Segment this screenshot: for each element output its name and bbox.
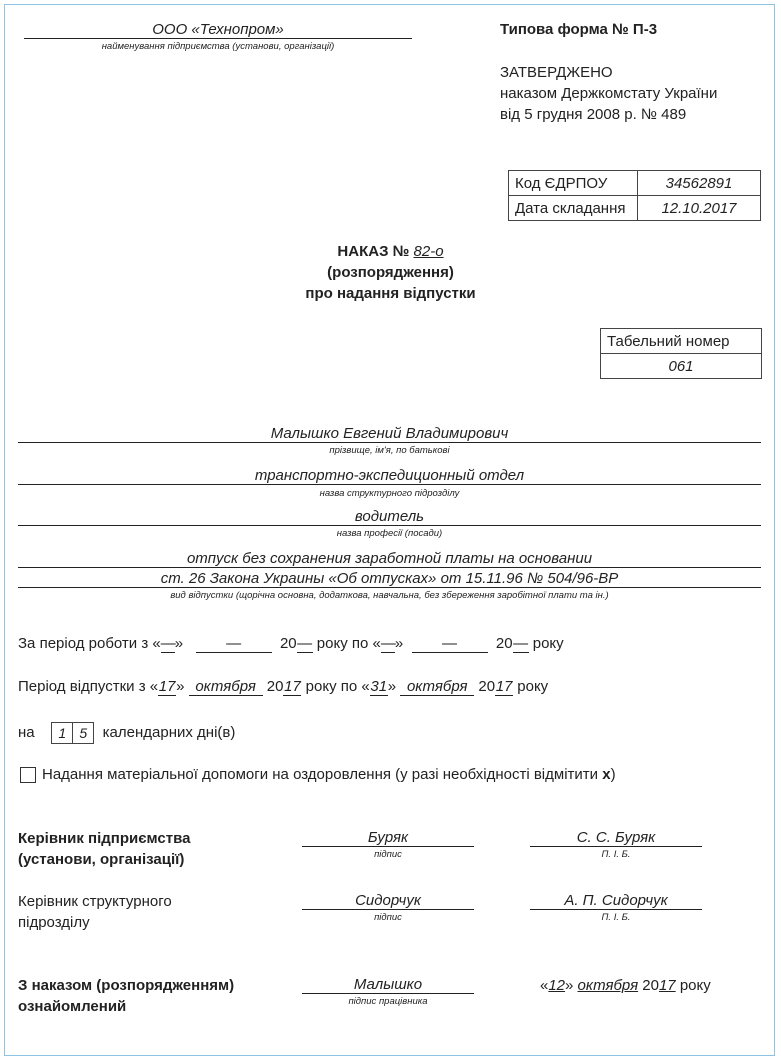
work-year-from: — xyxy=(297,635,313,652)
form-title: Типова форма № П-3 xyxy=(500,21,658,38)
ack-sign-caption: підпис працівника xyxy=(348,996,428,1007)
leave-type-line1: отпуск без сохранения заработной платы на основании xyxy=(18,550,761,568)
work-period-close-2: » xyxy=(394,635,404,652)
employee-name: Малышко Евгений Владимирович xyxy=(18,425,761,443)
work-year-to: — xyxy=(513,635,529,652)
date-label: Дата складання xyxy=(509,196,638,221)
work-year-prefix-from: 20 xyxy=(279,635,297,652)
department: транспортно-экспедиционный отдел xyxy=(18,467,761,485)
dept-name: А. П. Сидорчук xyxy=(530,893,702,910)
head-sign-caption: підпис xyxy=(374,849,402,860)
order-title-prefix: НАКАЗ № xyxy=(337,243,410,260)
ack-label-2: ознайомлений xyxy=(18,998,127,1015)
org-name: ООО «Технопром» xyxy=(24,22,412,39)
ack-sign: Малышко xyxy=(302,977,474,994)
ack-year-prefix: 20 xyxy=(642,977,659,994)
edrpou-label: Код ЄДРПОУ xyxy=(509,171,638,196)
edrpou-value: 34562891 xyxy=(638,171,761,196)
leave-day-to: 31 xyxy=(370,678,388,695)
aid-checkbox[interactable] xyxy=(20,767,36,783)
leave-year-prefix-from: 20 xyxy=(266,678,284,695)
ack-day: 12 xyxy=(548,977,566,994)
leave-period xyxy=(18,678,548,696)
leave-year-from: 17 xyxy=(284,678,301,695)
head-sign: Буряк xyxy=(302,830,474,847)
aid-text: Надання матеріальної допомоги на оздоровлення (у разі необхідності відмітити xyxy=(42,766,599,783)
leave-period-close: » xyxy=(176,678,185,695)
order-number: 82-о xyxy=(413,243,444,260)
leave-type-caption: вид відпустки (щорічна основна, додаткова, навчальна, без збереження заробітної плати та ін.) xyxy=(170,590,609,601)
leave-year-word: року по « xyxy=(305,678,370,695)
aid-close: ) xyxy=(610,766,616,783)
days-digit-2: 5 xyxy=(73,722,94,744)
head-name: С. С. Буряк xyxy=(530,830,702,847)
ack-date xyxy=(540,977,711,994)
approved-date: від 5 грудня 2008 р. № 489 xyxy=(500,106,687,123)
leave-month-to: октября xyxy=(400,678,474,696)
position: водитель xyxy=(18,508,761,526)
days-suffix: календарних дні(в) xyxy=(102,723,236,741)
aid-row xyxy=(20,766,616,783)
org-caption: найменування підприємства (установи, організації) xyxy=(101,41,335,52)
leave-period-suffix: року xyxy=(517,678,549,695)
days-prefix: на xyxy=(18,723,35,741)
days-digit-1: 1 xyxy=(51,722,73,744)
codes-table xyxy=(508,170,761,221)
head-label-2: (установи, організації) xyxy=(18,851,185,868)
leave-period-prefix: Період відпустки з « xyxy=(18,678,159,695)
approved-by: наказом Держкомстату України xyxy=(500,85,718,102)
order-subtitle: (розпорядження) xyxy=(327,264,454,281)
leave-type-line2: ст. 26 Закона Украины «Об отпусках» от 15.11.96 № 504/96-ВР xyxy=(18,570,761,588)
work-year-word: року по « xyxy=(316,635,381,652)
work-period xyxy=(18,635,564,653)
work-year-prefix-to: 20 xyxy=(495,635,513,652)
leave-month-from: октября xyxy=(189,678,263,696)
ack-suffix: року xyxy=(679,977,711,994)
dept-label-1: Керівник структурного xyxy=(18,893,172,910)
head-label-1: Керівник підприємства xyxy=(18,830,191,847)
employee-name-caption: прізвище, ім'я, по батькові xyxy=(329,445,450,456)
leave-year-to: 17 xyxy=(495,678,513,695)
leave-year-prefix-to: 20 xyxy=(478,678,496,695)
ack-year: 17 xyxy=(658,977,676,994)
dept-sign: Сидорчук xyxy=(302,893,474,910)
head-name-caption: П. І. Б. xyxy=(601,849,631,860)
dept-label-2: підрозділу xyxy=(18,914,90,931)
dept-sign-caption: підпис xyxy=(374,912,402,923)
ack-close: » xyxy=(565,977,574,994)
department-caption: назва структурного підрозділу xyxy=(319,488,460,499)
tab-number-table xyxy=(600,328,762,379)
work-month-from: — xyxy=(196,635,272,653)
work-period-suffix: року xyxy=(532,635,564,652)
leave-day-from: 17 xyxy=(158,678,176,695)
work-day-from: — xyxy=(160,635,176,652)
work-period-close: » xyxy=(174,635,184,652)
work-month-to: — xyxy=(412,635,488,653)
order-title xyxy=(0,243,781,260)
position-caption: назва професії (посади) xyxy=(336,528,443,539)
dept-name-caption: П. І. Б. xyxy=(601,912,631,923)
ack-month: октября xyxy=(577,977,639,994)
days-row xyxy=(18,722,235,744)
order-subject: про надання відпустки xyxy=(305,285,476,302)
ack-label-1: З наказом (розпорядженням) xyxy=(18,977,235,994)
work-period-prefix: За період роботи з « xyxy=(18,635,161,652)
ack-open: « xyxy=(540,977,549,994)
tab-number-label: Табельний номер xyxy=(601,329,762,354)
tab-number-value: 061 xyxy=(601,354,762,379)
aid-mark: х xyxy=(602,766,611,783)
date-value: 12.10.2017 xyxy=(638,196,761,221)
leave-period-close-2: » xyxy=(387,678,397,695)
work-day-to: — xyxy=(380,635,396,652)
approved-heading: ЗАТВЕРДЖЕНО xyxy=(500,64,613,81)
